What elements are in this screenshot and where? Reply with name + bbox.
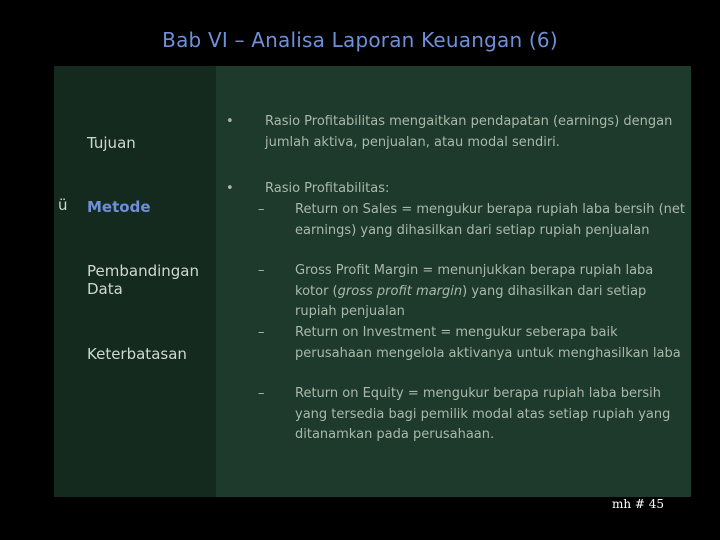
dash-icon: –: [258, 325, 265, 340]
dash-icon: –: [258, 263, 265, 278]
bullet-icon: •: [226, 181, 234, 196]
gpm-text-start: Gross Profit Margin = menunjukkan berapa rupiah laba kotor (: [295, 263, 654, 299]
nav-item-metode[interactable]: Metode: [87, 198, 151, 216]
point-profitability-definition: Rasio Profitabilitas mengaitkan pendapatan (earnings) dengan jumlah aktiva, penjualan, atau modal sendiri.: [265, 114, 673, 150]
navigation-sidebar: [54, 66, 216, 497]
slide-footer: mh # 45: [612, 497, 665, 511]
nav-item-pembandingan-data[interactable]: Pembandingan Data: [87, 262, 199, 298]
gpm-italic-term: gross profit margin: [337, 283, 463, 299]
point-profitability-ratios: Rasio Profitabilitas:: [265, 181, 390, 196]
checkmark-icon: ü: [58, 196, 68, 214]
sub-return-on-sales: Return on Sales = mengukur berapa rupiah laba bersih (net earnings) yang dihasilkan dari setiap rupiah penjualan: [295, 202, 685, 238]
sub-return-on-equity: Return on Equity = mengukur berapa rupiah laba bersih yang tersedia bagi pemilik modal atas setiap rupiah yang ditanamkan pada perusahaan.: [295, 386, 671, 442]
sub-return-on-investment: Return on Investment = mengukur seberapa baik perusahaan mengelola aktivanya untuk menghasilkan laba: [295, 325, 681, 361]
dash-icon: –: [258, 386, 265, 401]
sub-gross-profit-margin: [295, 261, 687, 323]
bullet-icon: •: [226, 114, 234, 129]
nav-item-tujuan[interactable]: Tujuan: [87, 134, 136, 152]
nav-item-keterbatasan[interactable]: Keterbatasan: [87, 345, 187, 363]
main-content: [216, 66, 691, 497]
dash-icon: –: [258, 202, 265, 217]
slide-title: Bab VI – Analisa Laporan Keuangan (6): [162, 28, 558, 52]
content-panel: [54, 66, 691, 497]
gpm-text-end: ) yang dihasilkan dari setiap rupiah penjualan: [295, 283, 647, 319]
